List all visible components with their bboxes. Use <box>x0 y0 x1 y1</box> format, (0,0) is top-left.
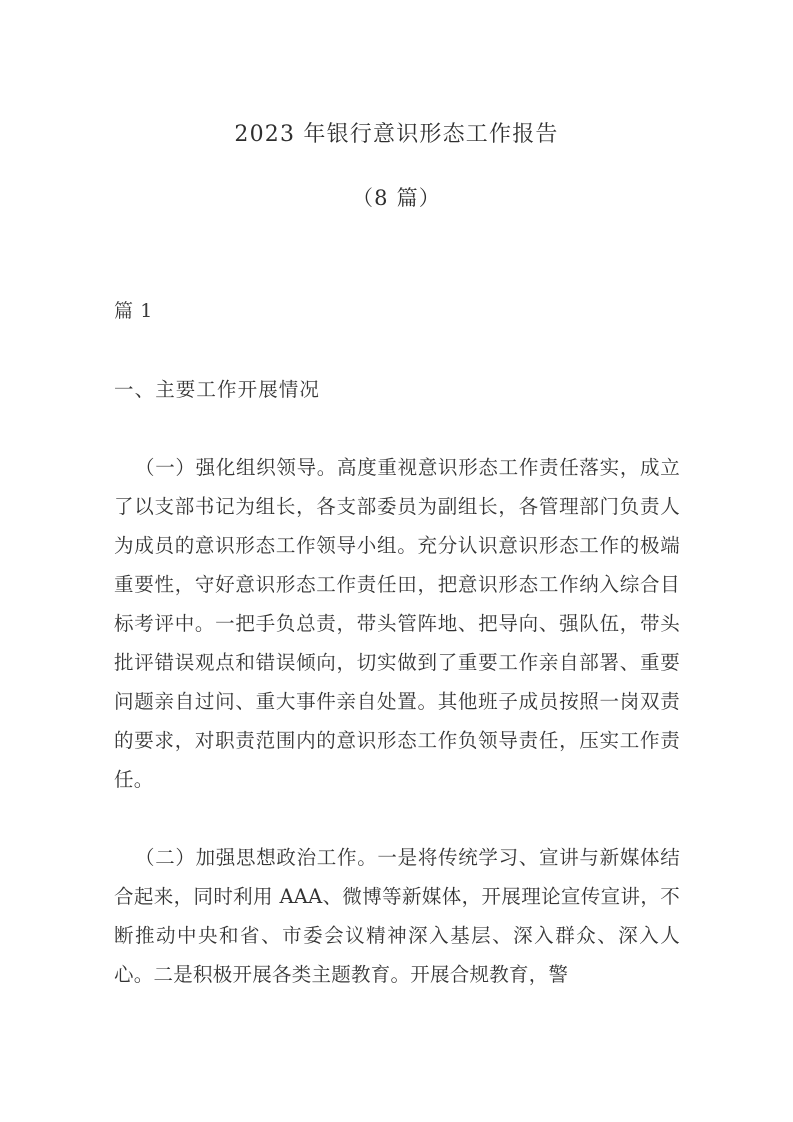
document-subtitle: （8 篇） <box>351 186 442 210</box>
paragraph: （一）强化组织领导。高度重视意识形态工作责任落实，成立了以支部书记为组长，各支部委员为副组长，各管理部门负责人为成员的意识形态工作领导小组。充分认识意识形态工作的极端重要性，守好意识形态工作责任田，把意识形态工作纳入综合目标考评中。一把手负总责，带头管阵地、把导向、强队伍，带头批评错误观点和错误倾向，切实做到了重要工作亲自部署、重要问题亲自过问、重大事件亲自处置。其他班子成员按照一岗双责的要求，对职责范围内的意识形态工作负领导责任，压实工作责任。 <box>114 456 680 791</box>
page-title: 2023 年银行意识形态工作报告 <box>234 122 559 147</box>
section-heading: 一、主要工作开展情况 <box>114 378 321 401</box>
paragraph: （二）加强思想政治工作。一是将传统学习、宣讲与新媒体结合起来，同时利用 AAA、微博等新媒体，开展理论宣传宣讲，不断推动中央和省、市委会议精神深入基层、深入群众、深入人心。二是积极开展各类主题教育。开展合规教育，警 <box>114 846 680 986</box>
document-body <box>114 292 680 994</box>
piece-label: 篇 1 <box>114 300 153 322</box>
